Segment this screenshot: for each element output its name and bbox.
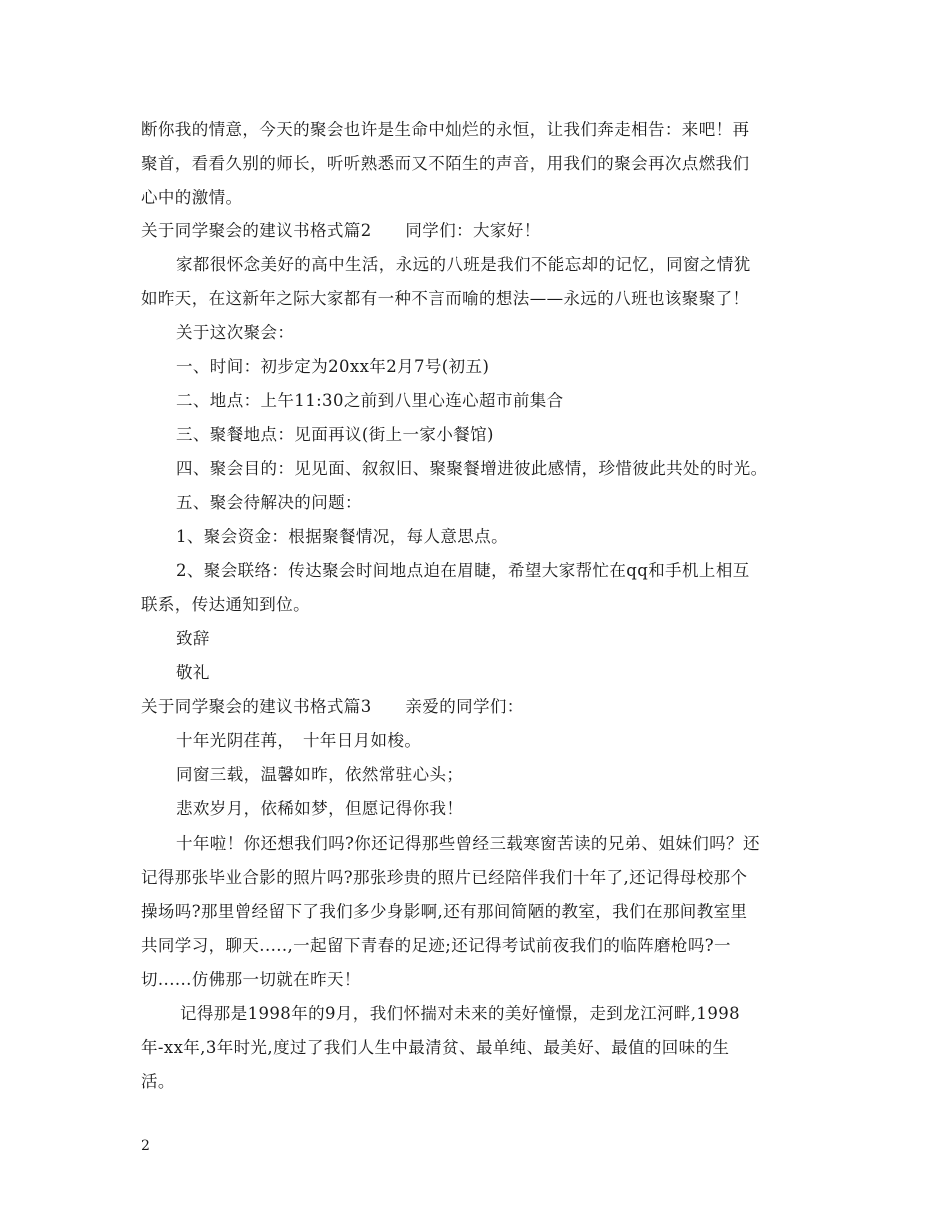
body-text-line: 致辞 [176,629,210,648]
list-item: 二、地点：上午11:30之前到八里心连心超市前集合 [176,391,564,410]
section-heading: 关于同学聚会的建议书格式篇3 亲爱的同学们： [141,697,524,716]
body-text-line: 十年光阴荏苒， 十年日月如梭。 [176,731,422,750]
body-text-line: 共同学习，聊天.....,一起留下青春的足迹;还记得考试前夜我们的临阵磨枪吗?一 [141,936,731,955]
body-text-line: 记得那是1998年的9月，我们怀揣对未来的美好憧憬，走到龙江河畔,1998 [180,1004,741,1023]
body-text-line: 心中的激情。 [141,188,243,207]
body-text-line: 如昨天，在这新年之际大家都有一种不言而喻的想法——永远的八班也该聚聚了！ [141,289,750,308]
body-text-line: 切......仿佛那一切就在昨天！ [141,970,361,989]
page-number: 2 [141,1138,150,1154]
body-text-line: 操场吗?那里曾经留下了我们多少身影啊,还有那间简陋的教室，我们在那间教室里 [141,902,748,921]
body-text-line: 聚首，看看久别的师长，听听熟悉而又不陌生的声音，用我们的聚会再次点燃我们 [141,154,750,173]
list-item: 1、聚会资金：根据聚餐情况，每人意思点。 [176,527,508,546]
body-text-line: 年-xx年,3年时光,度过了我们人生中最清贫、最单纯、最美好、最值的回味的生 [141,1038,730,1057]
body-text-line: 联系，传达通知到位。 [141,595,310,614]
body-text-line: 敬礼 [176,663,210,682]
body-text-line: 记得那张毕业合影的照片吗?那张珍贵的照片已经陪伴我们十年了,还记得母校那个 [141,868,748,887]
body-text-line: 关于这次聚会： [176,323,295,342]
list-item: 四、聚会目的：见见面、叙叙旧、聚聚餐增进彼此感情，珍惜彼此共处的时光。 [176,459,768,478]
body-text-line: 悲欢岁月，依稀如梦，但愿记得你我！ [176,799,464,818]
section-heading: 关于同学聚会的建议书格式篇2 同学们：大家好！ [141,221,541,240]
list-item: 三、聚餐地点：见面再议(街上一家小餐馆) [176,425,494,444]
list-item: 五、聚会待解决的问题： [176,493,362,512]
body-text-line: 断你我的情意，今天的聚会也许是生命中灿烂的永恒，让我们奔走相告：来吧！再 [141,120,750,139]
body-text-line: 同窗三载，温馨如昨，依然常驻心头； [176,765,464,784]
list-item: 一、时间：初步定为20xx年2月7号(初五) [176,357,490,376]
body-text-line: 家都很怀念美好的高中生活，永远的八班是我们不能忘却的记忆，同窗之情犹 [176,255,751,274]
body-text-line: 活。 [141,1072,175,1091]
body-text-line: 十年啦！你还想我们吗?你还记得那些曾经三载寒窗苦读的兄弟、姐妹们吗？还 [176,834,760,853]
list-item: 2、聚会联络：传达聚会时间地点迫在眉睫，希望大家帮忙在qq和手机上相互 [176,561,750,580]
